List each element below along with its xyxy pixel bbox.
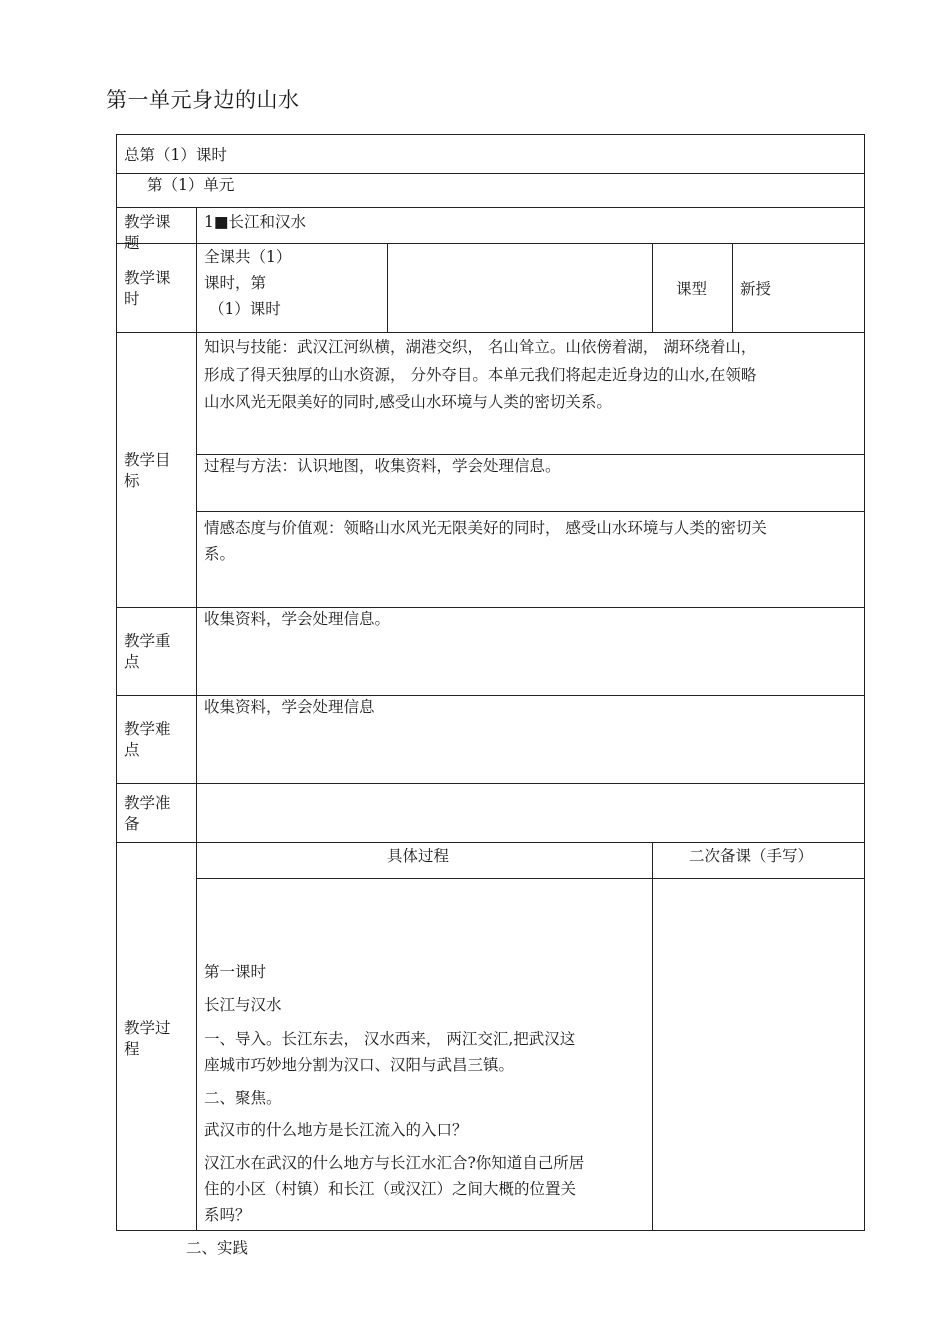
difficulties-label: 教学难点 (124, 720, 171, 759)
process-line: 汉江水在武汉的什么地方与长江水汇合?你知道自己所居 住的小区（村镇）和长江（或汉江）之间大概的位置关 系吗？ (204, 1154, 585, 1224)
footer-text: 二、实践 (186, 1239, 249, 1257)
row-divider (116, 783, 865, 784)
process-notes-header: 二次备课（手写） (689, 847, 814, 865)
row-divider (116, 332, 865, 333)
goal-process: 过程与方法：认识地图，收集资料，学会处理信息。 (204, 457, 561, 475)
total-lesson-label: 总第（1）课时 (124, 146, 227, 164)
key-points-label: 教学重点 (124, 632, 171, 671)
process-detail-header: 具体过程 (387, 847, 450, 865)
lesson-plan-table (116, 134, 865, 1231)
process-line: 武汉市的什么地方是长江流入的入口？ (204, 1121, 468, 1139)
process-line: 二、聚焦。 (204, 1089, 282, 1107)
topic-value: 1■长江和汉水 (204, 213, 307, 231)
table-border-top (116, 134, 865, 135)
col-divider (196, 207, 197, 1230)
row-divider (196, 511, 865, 512)
topic-label: 教学课题 (124, 213, 171, 252)
lesson-type-label: 课型 (676, 280, 708, 298)
lesson-type-value: 新授 (740, 280, 772, 298)
difficulties-value: 收集资料，学会处理信息 (204, 698, 375, 716)
hours-value: 全课共（1） 课时，第 （1）课时 (204, 248, 292, 318)
col-divider (652, 842, 653, 1230)
goal-knowledge: 知识与技能：武汉江河纵横，湖港交织， 名山耸立。山依傍着湖， 湖环绕着山， 形成了得天独厚的山水资源， 分外夺目。本单元我们将起走近身边的山水,在领略 山水风光无限美好的同时,感受山水环境与人类的密切关系。 (204, 338, 757, 411)
process-line: 一、导入。长江东去， 汉水西来， 两江交汇,把武汉这 座城市巧妙地分割为汉口、汉阳与武昌三镇。 (204, 1030, 576, 1074)
col-divider (732, 243, 733, 332)
unit-label: 第（1）单元 (147, 176, 235, 194)
table-border-bottom (116, 1230, 865, 1231)
process-label: 教学过程 (124, 1019, 171, 1058)
page-title: 第一单元身边的山水 (106, 88, 300, 112)
table-border-left (116, 134, 117, 1231)
col-divider (652, 243, 653, 332)
row-divider (116, 207, 865, 208)
process-line: 长江与汉水 (204, 996, 282, 1014)
goal-emotion: 情感态度与价值观：领略山水风光无限美好的同时， 感受山水环境与人类的密切关 系。 (204, 519, 767, 563)
goals-label: 教学目标 (124, 451, 171, 490)
table-border-right (864, 134, 865, 1231)
row-divider (196, 878, 865, 879)
col-divider (387, 243, 388, 332)
hours-label: 教学课时 (124, 269, 171, 308)
process-line: 第一课时 (204, 963, 267, 981)
preparation-label: 教学准备 (124, 794, 171, 833)
key-points-value: 收集资料，学会处理信息。 (204, 610, 391, 628)
